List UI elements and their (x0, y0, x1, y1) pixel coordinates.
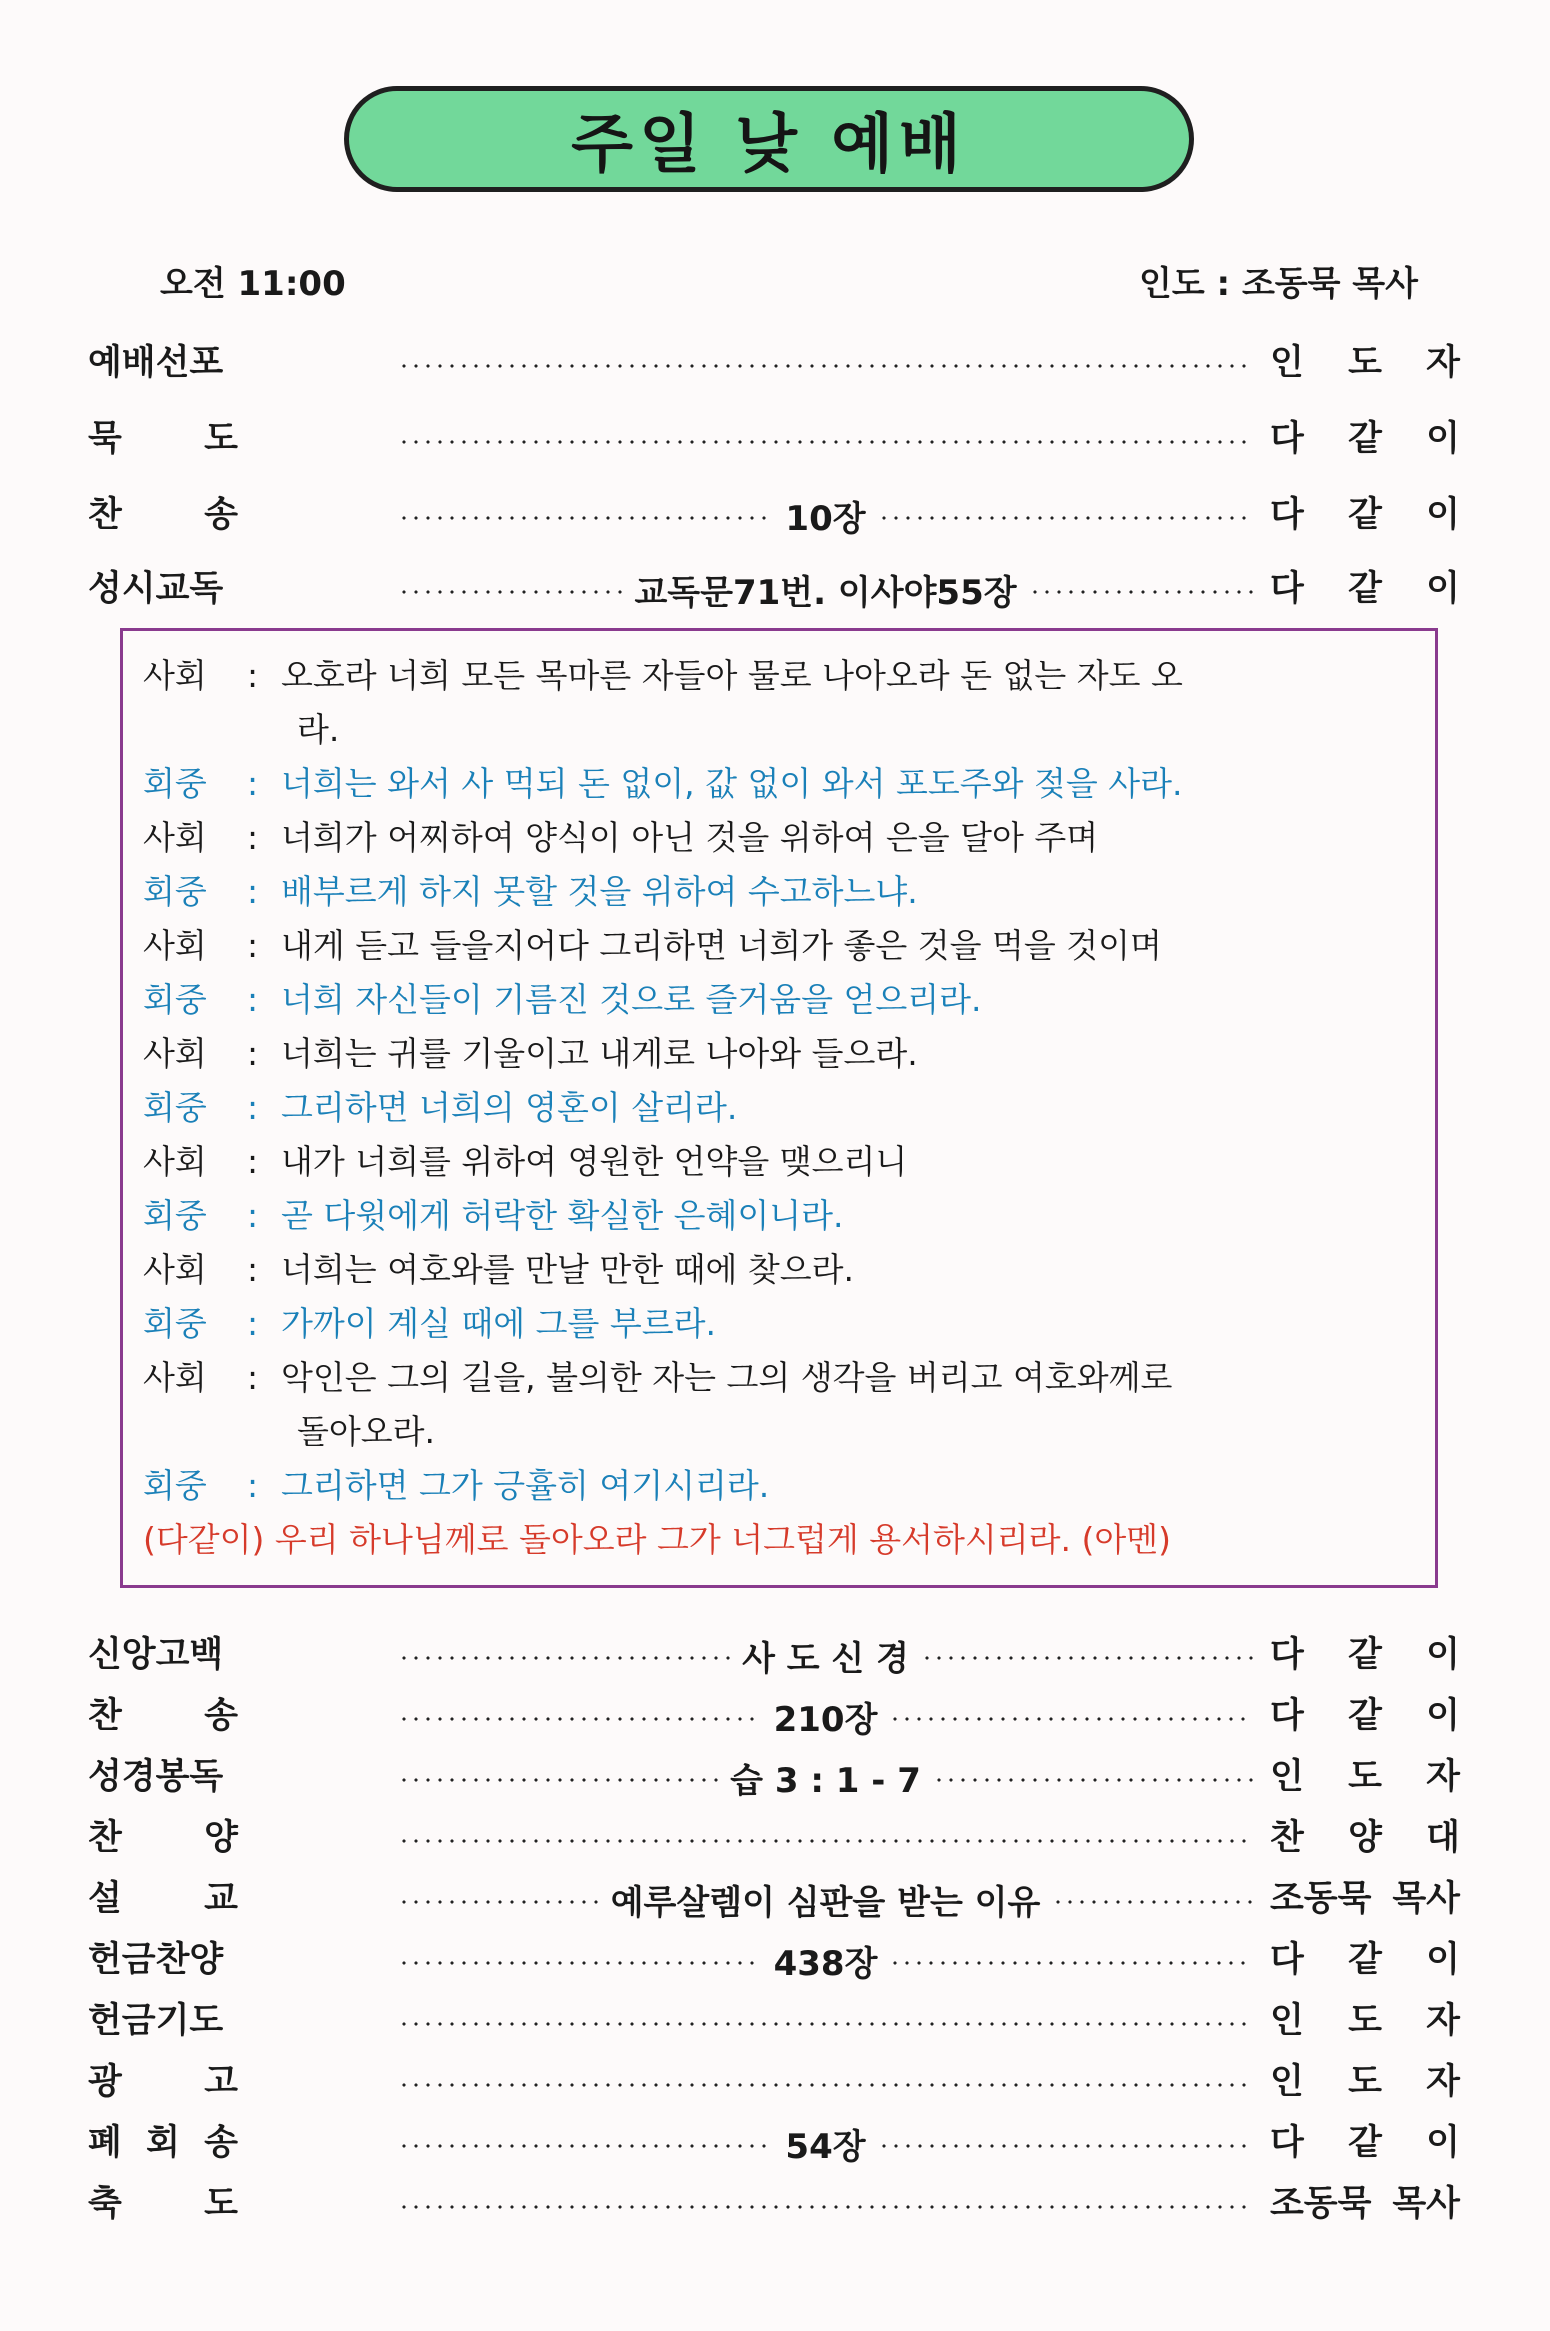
congregation-line (143, 1189, 1423, 1243)
order-value: 습 3 : 1 - 7 (730, 1760, 921, 1801)
order-label: 찬 송 (88, 495, 238, 535)
colon: : (247, 1466, 259, 1505)
order-row (88, 559, 1460, 619)
line-continuation: 돌아오라. (297, 1412, 436, 1451)
order-participant: 인 도 자 (1270, 343, 1460, 383)
line-text: 너희는 여호와를 만날 만한 때에 찾으라. (281, 1250, 854, 1289)
order-participant: 다 같 이 (1270, 569, 1460, 609)
order-participant: 다 같 이 (1270, 1635, 1460, 1675)
order-label: 찬 송 (88, 1696, 238, 1736)
line-text: 너희는 귀를 기울이고 내게로 나아와 들으라. (281, 1034, 918, 1073)
congregation-line (143, 1459, 1423, 1513)
speaker-label: 회중 (143, 872, 207, 911)
order-row (88, 333, 1460, 393)
colon: : (247, 656, 259, 695)
leader-line (143, 1027, 1423, 1081)
leader-line (143, 649, 1423, 703)
leader-line (143, 1243, 1423, 1297)
order-participant: 인 도 자 (1270, 2001, 1460, 2041)
dot-leader (398, 1961, 762, 1965)
order-participant: 조동묵 목사 (1270, 2184, 1460, 2224)
order-label: 광 고 (88, 2062, 238, 2102)
leader-line (143, 1135, 1423, 1189)
order-leader (398, 1930, 1253, 1990)
congregation-line (143, 865, 1423, 919)
order-leader (398, 559, 1253, 619)
line-continuation: 라. (297, 710, 340, 749)
order-value: 예루살렘이 심판을 받는 이유 (610, 1882, 1041, 1923)
order-label: 설 교 (88, 1879, 238, 1919)
speaker-label: 사회 (143, 818, 207, 857)
dot-leader (398, 2022, 1253, 2026)
leader-line (143, 811, 1423, 865)
dot-leader (1052, 1900, 1253, 1904)
order-label: 폐 회 송 (88, 2123, 238, 2163)
order-value: 210장 (773, 1699, 878, 1740)
speaker-label: 사회 (143, 656, 207, 695)
speaker-label: 회중 (143, 980, 207, 1019)
order-participant: 인 도 자 (1270, 1757, 1460, 1797)
line-text: 곧 다윗에게 허락한 확실한 은혜이니라. (281, 1196, 844, 1235)
order-label: 헌금기도 (88, 2001, 224, 2041)
colon: : (247, 764, 259, 803)
order-value: 54장 (785, 2126, 866, 2167)
colon: : (247, 926, 259, 965)
order-leader (398, 1808, 1253, 1868)
line-text: 내가 너희를 위하여 영원한 언약을 맺으리니 (281, 1142, 908, 1181)
dot-leader (398, 364, 1253, 368)
dot-leader (889, 1717, 1253, 1721)
speaker-label: 회중 (143, 1196, 207, 1235)
dot-leader (398, 1656, 730, 1660)
congregation-line (143, 757, 1423, 811)
dot-leader (398, 2083, 1253, 2087)
line-text: 내게 듣고 들을지어다 그리하면 너희가 좋은 것을 먹을 것이며 (281, 926, 1162, 965)
order-row (88, 1930, 1460, 1990)
leader-line (143, 1351, 1423, 1405)
dot-leader (398, 1839, 1253, 1843)
colon: : (247, 1196, 259, 1235)
order-leader (398, 1869, 1253, 1929)
order-leader (398, 2113, 1253, 2173)
dot-leader (933, 1778, 1253, 1782)
order-label: 헌금찬양 (88, 1940, 224, 1980)
order-participant: 인 도 자 (1270, 2062, 1460, 2102)
line-text: 악인은 그의 길을, 불의한 자는 그의 생각을 버리고 여호와께로 (281, 1358, 1173, 1397)
line-text: 오호라 너희 모든 목마른 자들아 물로 나아오라 돈 없는 자도 오 (281, 656, 1183, 695)
colon: : (247, 872, 259, 911)
order-participant: 다 같 이 (1270, 1696, 1460, 1736)
order-leader (398, 1991, 1253, 2051)
line-text: 그리하면 너희의 영혼이 살리라. (281, 1088, 738, 1127)
order-leader (398, 1625, 1253, 1685)
congregation-line (143, 1297, 1423, 1351)
speaker-label: 사회 (143, 1250, 207, 1289)
speaker-label: 사회 (143, 1358, 207, 1397)
line-text: 너희는 와서 사 먹되 돈 없이, 값 없이 와서 포도주와 젖을 사라. (281, 764, 1183, 803)
order-leader (398, 2174, 1253, 2234)
order-row (88, 1808, 1460, 1868)
colon: : (247, 1088, 259, 1127)
order-row (88, 1625, 1460, 1685)
colon: : (247, 818, 259, 857)
congregation-line (143, 973, 1423, 1027)
speaker-label: 사회 (143, 1142, 207, 1181)
order-row (88, 1869, 1460, 1929)
order-row (88, 485, 1460, 545)
colon: : (247, 1358, 259, 1397)
dot-leader (398, 590, 622, 594)
line-text: 가까이 계실 때에 그를 부르라. (281, 1304, 716, 1343)
dot-leader (398, 2144, 773, 2148)
leader-line (143, 919, 1423, 973)
speaker-label: 회중 (143, 1304, 207, 1343)
order-leader (398, 2052, 1253, 2112)
dot-leader (878, 516, 1253, 520)
order-label: 축 도 (88, 2184, 238, 2224)
order-participant: 다 같 이 (1270, 419, 1460, 459)
line-text: 너희가 어찌하여 양식이 아닌 것을 위하여 은을 달아 주며 (281, 818, 1099, 857)
speaker-label: 사회 (143, 926, 207, 965)
dot-leader (398, 1717, 762, 1721)
line-text: 그리하면 그가 긍휼히 여기시리라. (281, 1466, 770, 1505)
line-text: 배부르게 하지 못할 것을 위하여 수고하느냐. (281, 872, 918, 911)
responsive-reading-box (120, 628, 1438, 1588)
speaker-label: 사회 (143, 1034, 207, 1073)
order-row (88, 2052, 1460, 2112)
order-value: 교독문71번. 이사야55장 (634, 572, 1017, 613)
order-row (88, 409, 1460, 469)
order-participant: 조동묵 목사 (1270, 1879, 1460, 1919)
order-label: 묵 도 (88, 419, 238, 459)
order-label: 성경봉독 (88, 1757, 224, 1797)
order-value: 10장 (785, 498, 866, 539)
order-leader (398, 409, 1253, 469)
order-leader (398, 1686, 1253, 1746)
congregation-line (143, 1081, 1423, 1135)
speaker-label: 회중 (143, 764, 207, 803)
dot-leader (1029, 590, 1253, 594)
dot-leader (878, 2144, 1253, 2148)
colon: : (247, 1250, 259, 1289)
together-line: (다같이) 우리 하나님께로 돌아오라 그가 너그럽게 용서하시리라. (아멘) (143, 1520, 1171, 1559)
order-label: 성시교독 (88, 569, 224, 609)
page-title: 주일 낮 예배 (571, 108, 967, 182)
dot-leader (398, 1778, 718, 1782)
order-participant: 다 같 이 (1270, 1940, 1460, 1980)
colon: : (247, 1304, 259, 1343)
order-value: 438장 (773, 1943, 878, 1984)
order-row (88, 1686, 1460, 1746)
order-label: 신앙고백 (88, 1635, 224, 1675)
dot-leader (889, 1961, 1253, 1965)
dot-leader (398, 2205, 1253, 2209)
speaker-label: 회중 (143, 1088, 207, 1127)
service-time: 오전 11:00 (160, 264, 346, 304)
order-leader (398, 1747, 1253, 1807)
colon: : (247, 1142, 259, 1181)
line-text: 너희 자신들이 기름진 것으로 즐거움을 얻으리라. (281, 980, 982, 1019)
colon: : (247, 1034, 259, 1073)
order-leader (398, 485, 1253, 545)
order-participant: 다 같 이 (1270, 2123, 1460, 2163)
order-row (88, 1991, 1460, 2051)
colon: : (247, 980, 259, 1019)
order-value: 사 도 신 경 (742, 1638, 909, 1679)
order-label: 예배선포 (88, 343, 224, 383)
title-banner (344, 86, 1194, 192)
dot-leader (398, 1900, 599, 1904)
dot-leader (398, 516, 773, 520)
order-participant: 다 같 이 (1270, 495, 1460, 535)
order-leader (398, 333, 1253, 393)
presider: 인도 : 조동묵 목사 (1138, 264, 1418, 304)
order-row (88, 2113, 1460, 2173)
dot-leader (398, 440, 1253, 444)
order-row (88, 2174, 1460, 2234)
order-participant: 찬 양 대 (1270, 1818, 1460, 1858)
order-label: 찬 양 (88, 1818, 238, 1858)
order-row (88, 1747, 1460, 1807)
dot-leader (921, 1656, 1253, 1660)
speaker-label: 회중 (143, 1466, 207, 1505)
